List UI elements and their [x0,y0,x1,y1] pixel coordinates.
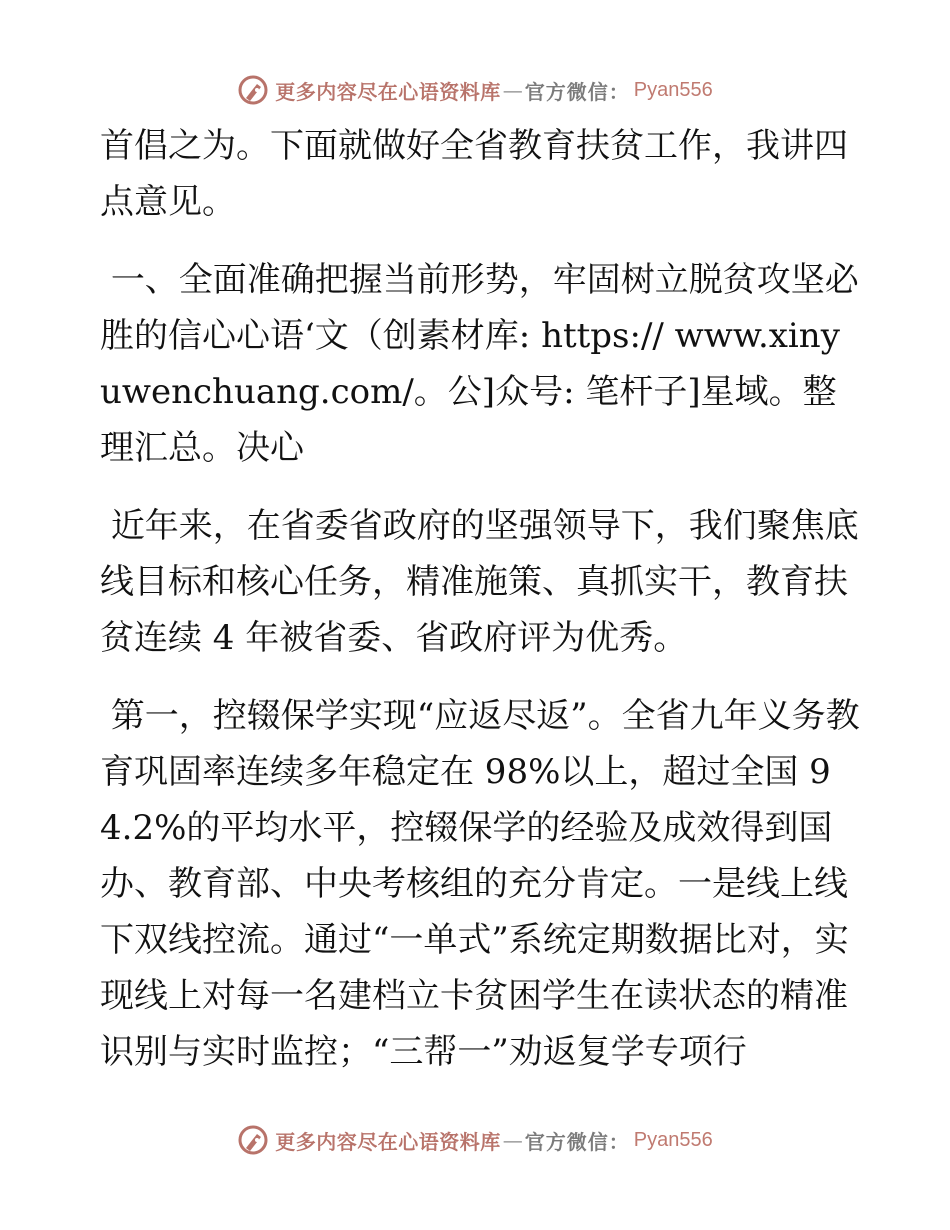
footer-wechat-label: 官方微信： [524,1129,630,1154]
paragraph-3: 近年来，在省委省政府的坚强领导下，我们聚焦底线目标和核心任务，精准施策、真抓实干，教育扶贫连续 4 年被省委、省政府评为优秀。 [100,506,859,658]
footer-dash: — [502,1128,523,1152]
pen-nib-logo-icon [237,74,269,106]
header-wechat-label: 官方微信： [524,79,630,104]
paragraph-4: 第一，控辍保学实现“应返尽返”。全省九年义务教育巩固率连续多年稳定在 98%以上，超过全国 94.2%的平均水平，控辍保学的经验及成效得到国办、教育部、中央考核组的充分肯定。一是线上线下双线控流。通过“一单式”系统定期数据比对，实现线上对每一名建档立卡贫困学生在读状态的精准识别与实时监控；“三帮一”劝返复学专项行 [100,696,860,1072]
header-wechat-id: Pyan556 [633,78,713,101]
footer-site-name: 更多内容尽在心语资料库 [275,1129,501,1154]
footer-wechat-id: Pyan556 [633,1128,713,1151]
header-dash: — [502,78,523,102]
paragraph-2: 一、全面准确把握当前形势，牢固树立脱贫攻坚必胜的信心心语‘文（创素材库: https:// www.xinyuwenchuang.com/。公]众号: 笔杆子]星域。整理汇总。决心 [100,260,859,468]
pen-nib-logo-icon [237,1124,269,1156]
footer-banner [0,1120,950,1160]
header-site-name: 更多内容尽在心语资料库 [275,79,501,104]
header-banner [0,70,950,110]
paragraph-1: 首倡之为。下面就做好全省教育扶贫工作，我讲四点意见。 [100,126,848,222]
document-body [100,118,860,1102]
